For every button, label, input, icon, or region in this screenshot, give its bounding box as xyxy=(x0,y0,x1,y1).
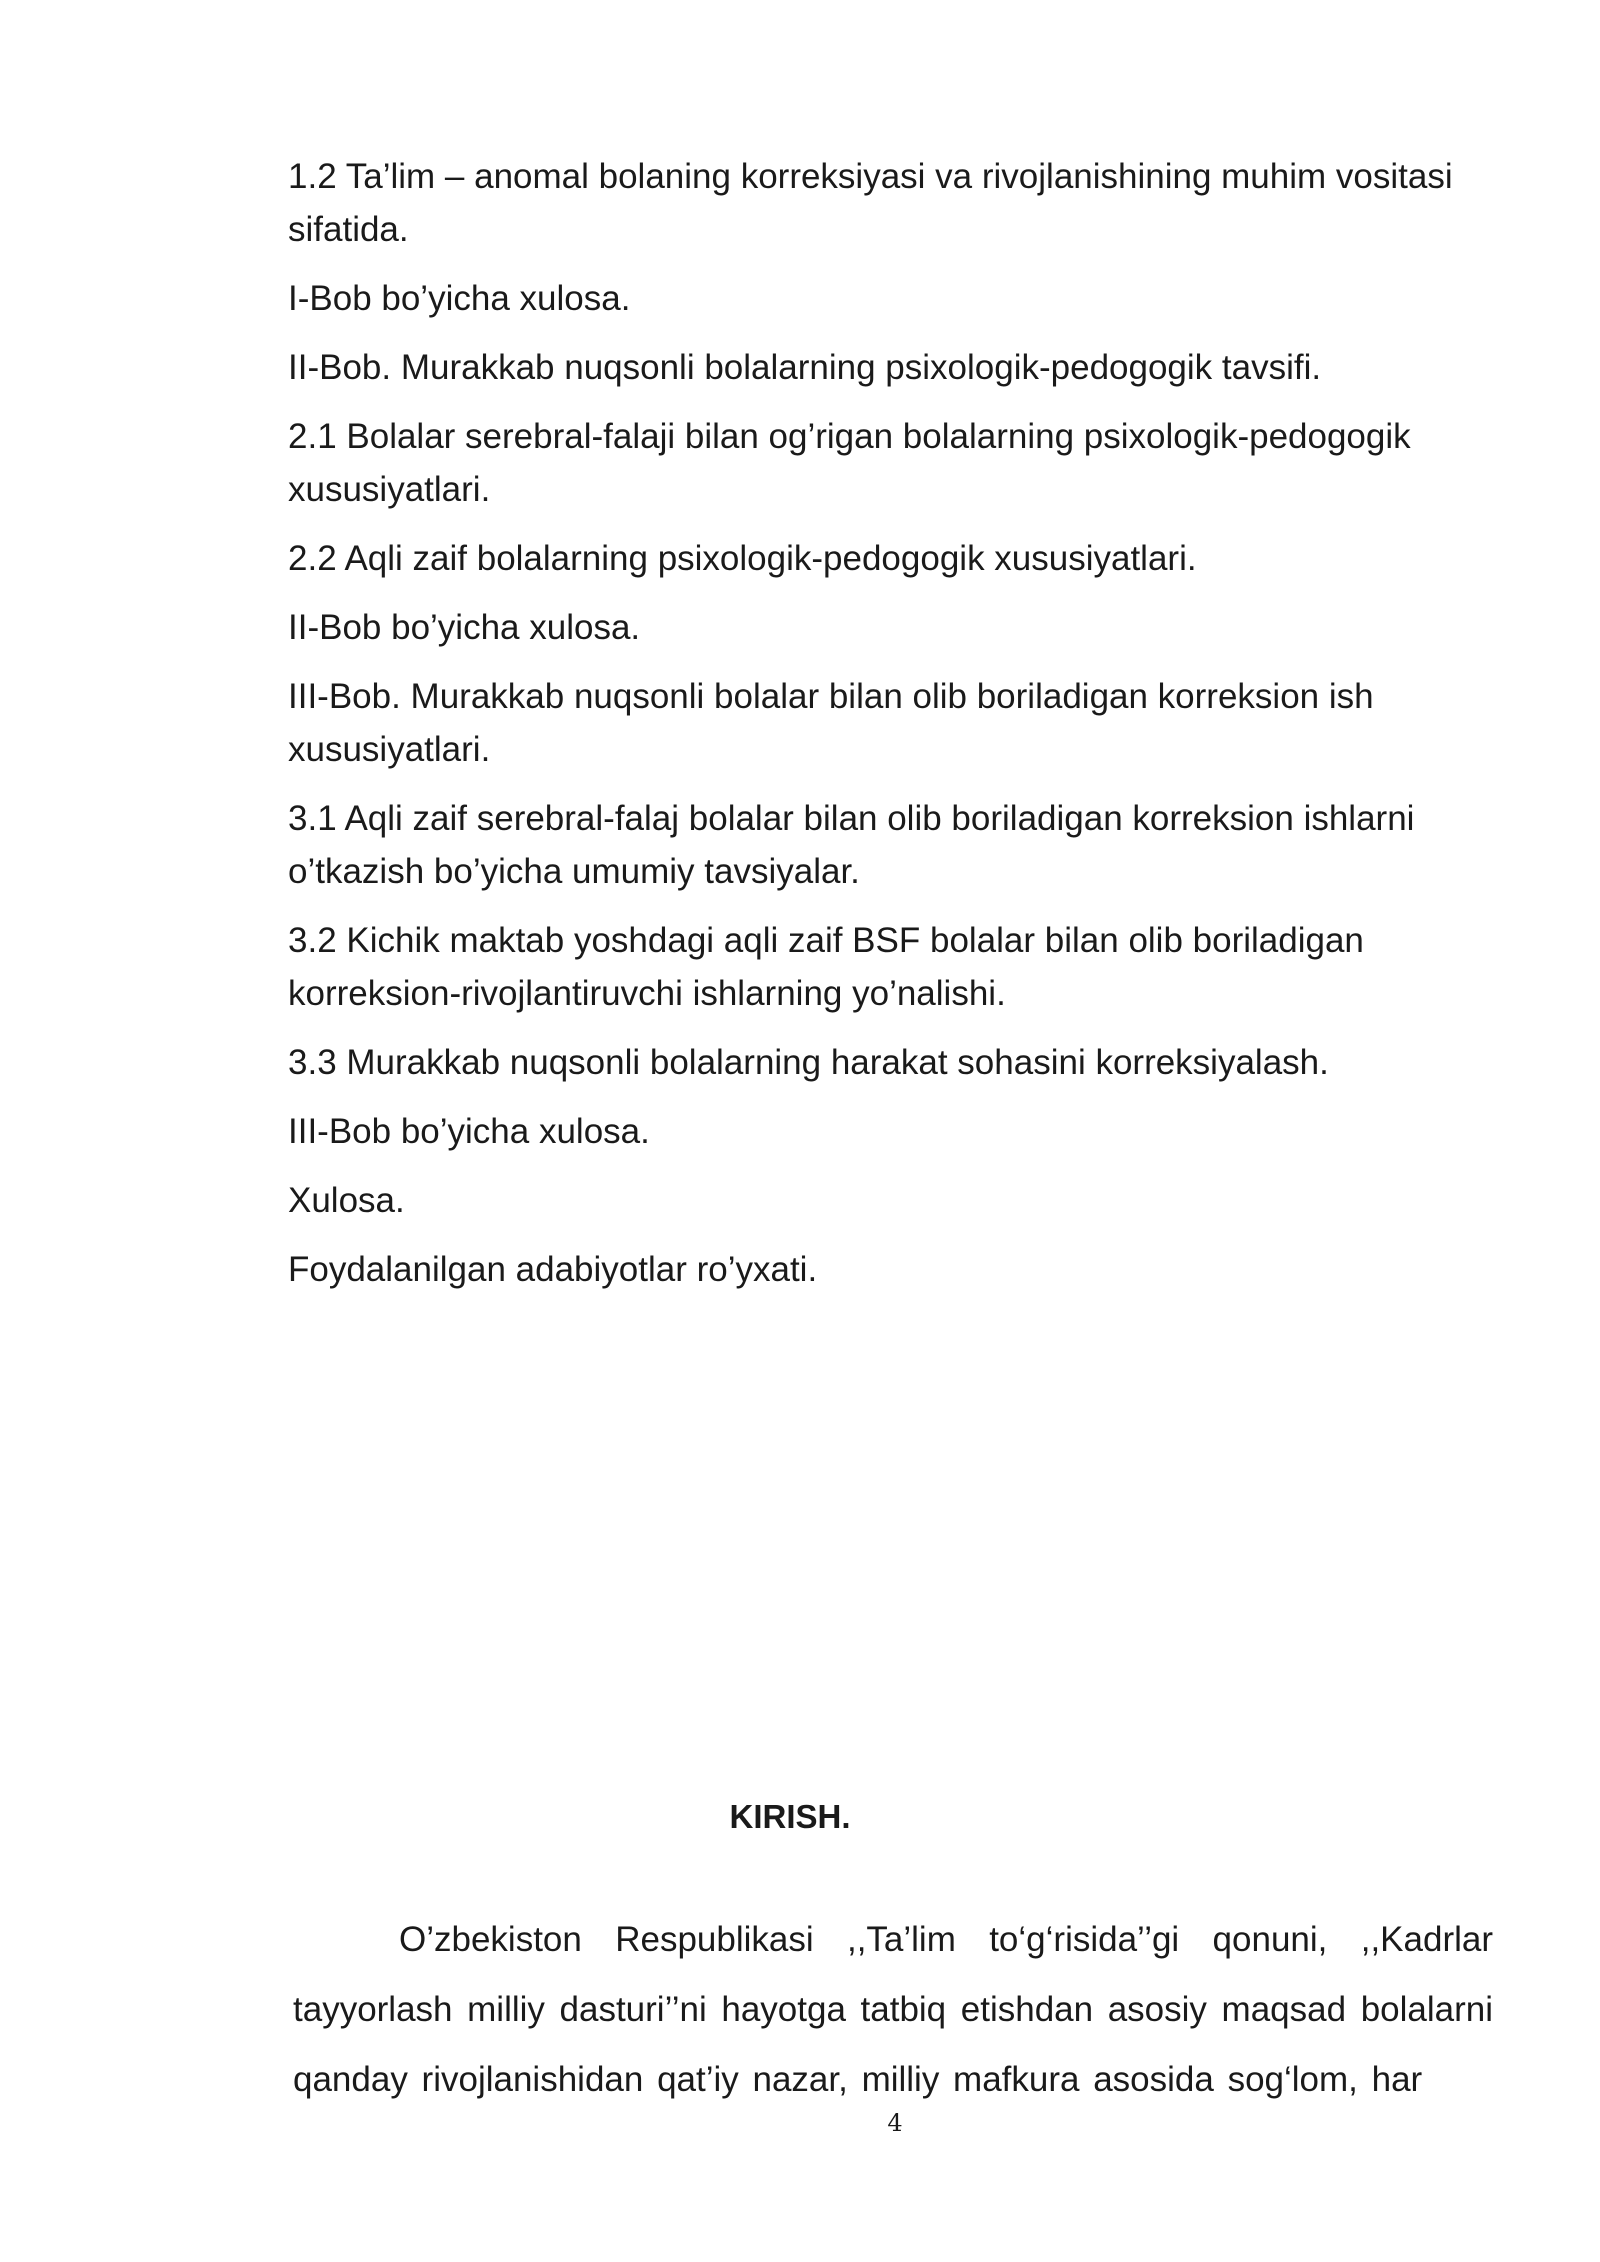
toc-entry-3-2: 3.2 Kichik maktab yoshdagi aqli zaif BSF bolalar bilan olib boriladigan korreksion-rivojlantiruvchi ishlarning yo’nalishi. xyxy=(288,921,1364,1013)
toc-entry-chapter-2: II-Bob. Murakkab nuqsonli bolalarning psixologik-pedogogik tavsifi. xyxy=(288,348,1322,387)
introduction-paragraph: O’zbekiston Respublikasi ,,Ta’lim to‘g‘risida’’gi qonuni, ,,Kadrlar tayyorlash milliy dasturi’’ni hayotga tatbiq etishdan asosiy maqsad bolalarni qanday rivojlanishidan qat’iy nazar, milliy mafkura asosida sog‘lom, har xyxy=(293,1920,1493,2099)
toc-entry-1-2: 1.2 Ta’lim – anomal bolaning korreksiyasi va rivojlanishining muhim vositasi sifatida. xyxy=(288,157,1453,249)
table-of-contents xyxy=(288,150,1468,1312)
toc-entry-3-1: 3.1 Aqli zaif serebral-falaj bolalar bilan olib boriladigan korreksion ishlarni o’tkazish bo’yicha umumiy tavsiyalar. xyxy=(288,799,1415,891)
toc-entry-2-1: 2.1 Bolalar serebral-falaji bilan og’rigan bolalarning psixologik-pedogogik xususiyatlari. xyxy=(288,417,1411,509)
toc-entry-conclusion: Xulosa. xyxy=(288,1181,405,1220)
toc-entry-chapter-2-conclusion: II-Bob bo’yicha xulosa. xyxy=(288,608,641,647)
toc-entry-references: Foydalanilgan adabiyotlar ro’yxati. xyxy=(288,1250,818,1289)
toc-entry-chapter-3-conclusion: III-Bob bo’yicha xulosa. xyxy=(288,1112,650,1151)
toc-entry-chapter-1-conclusion: I-Bob bo’yicha xulosa. xyxy=(288,279,631,318)
toc-entry-3-3: 3.3 Murakkab nuqsonli bolalarning harakat sohasini korreksiyalash. xyxy=(288,1043,1329,1082)
page-number: 4 xyxy=(887,2109,903,2137)
toc-entry-chapter-3: III-Bob. Murakkab nuqsonli bolalar bilan olib boriladigan korreksion ish xususiyatlari. xyxy=(288,677,1374,769)
toc-entry-2-2: 2.2 Aqli zaif bolalarning psixologik-pedogogik xususiyatlari. xyxy=(288,539,1197,578)
introduction-heading: KIRISH. xyxy=(729,1798,851,1835)
